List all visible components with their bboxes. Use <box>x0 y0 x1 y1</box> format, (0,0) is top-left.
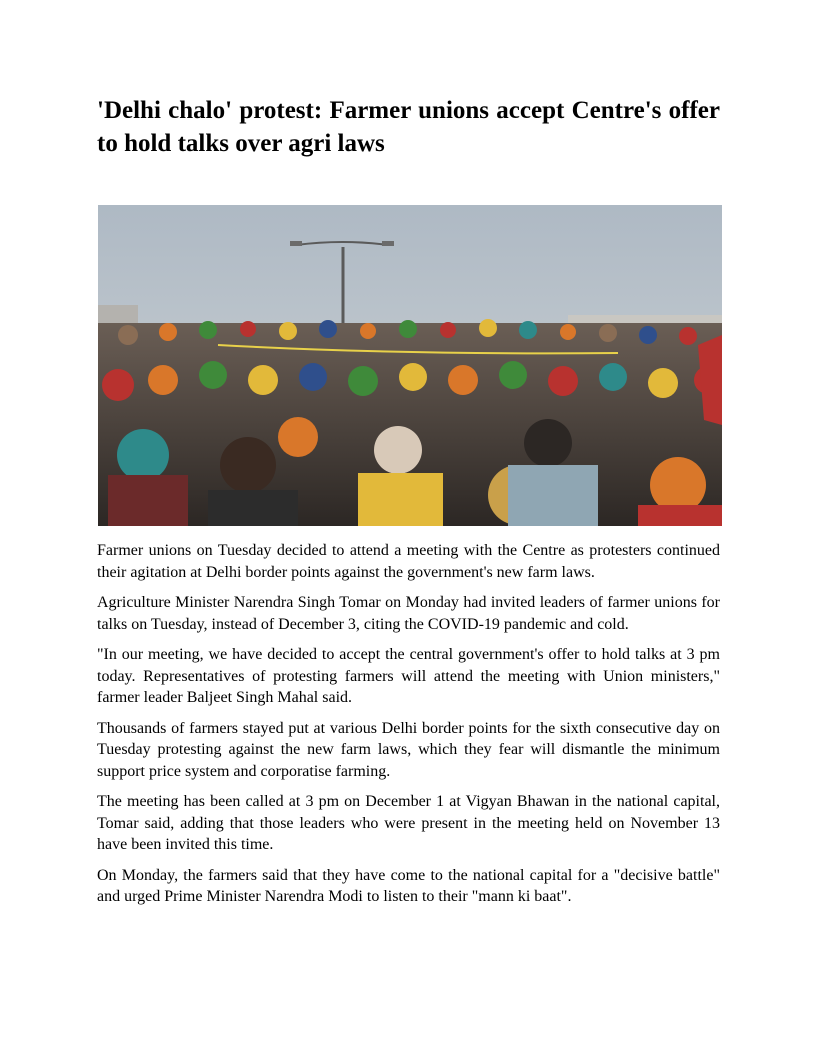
article-paragraph: Agriculture Minister Narendra Singh Tomar on Monday had invited leaders of farmer unions for talks on Tuesday, instead of December 3, citing the COVID-19 pandemic and cold. <box>97 594 720 633</box>
protest-crowd-photo <box>98 205 722 526</box>
article-paragraph: Farmer unions on Tuesday decided to attend a meeting with the Centre as protesters continued their agitation at Delhi border points against the government's new farm laws. <box>97 542 720 581</box>
article-title: 'Delhi chalo' protest: Farmer unions accept Centre's offer to hold talks over agri laws <box>97 97 720 157</box>
article-paragraph: "In our meeting, we have decided to accept the central government's offer to hold talks at 3 pm today. Representatives of protesting farmers will attend the meeting with Union ministers," farmer leader Baljeet Singh Mahal said. <box>97 646 720 706</box>
article-paragraph: Thousands of farmers stayed put at various Delhi border points for the sixth consecutive day on Tuesday protesting against the new farm laws, which they fear will dismantle the minimum support price system and corporatise farming. <box>97 719 720 780</box>
article-paragraph: On Monday, the farmers said that they have come to the national capital for a "decisive battle" and urged Prime Minister Narendra Modi to listen to their "mann ki baat". <box>97 866 720 905</box>
article-paragraph: The meeting has been called at 3 pm on December 1 at Vigyan Bhawan in the national capital, Tomar said, adding that those leaders who were present in the meeting held on November 13 have been invited this time. <box>97 793 720 853</box>
article-body <box>97 540 720 917</box>
